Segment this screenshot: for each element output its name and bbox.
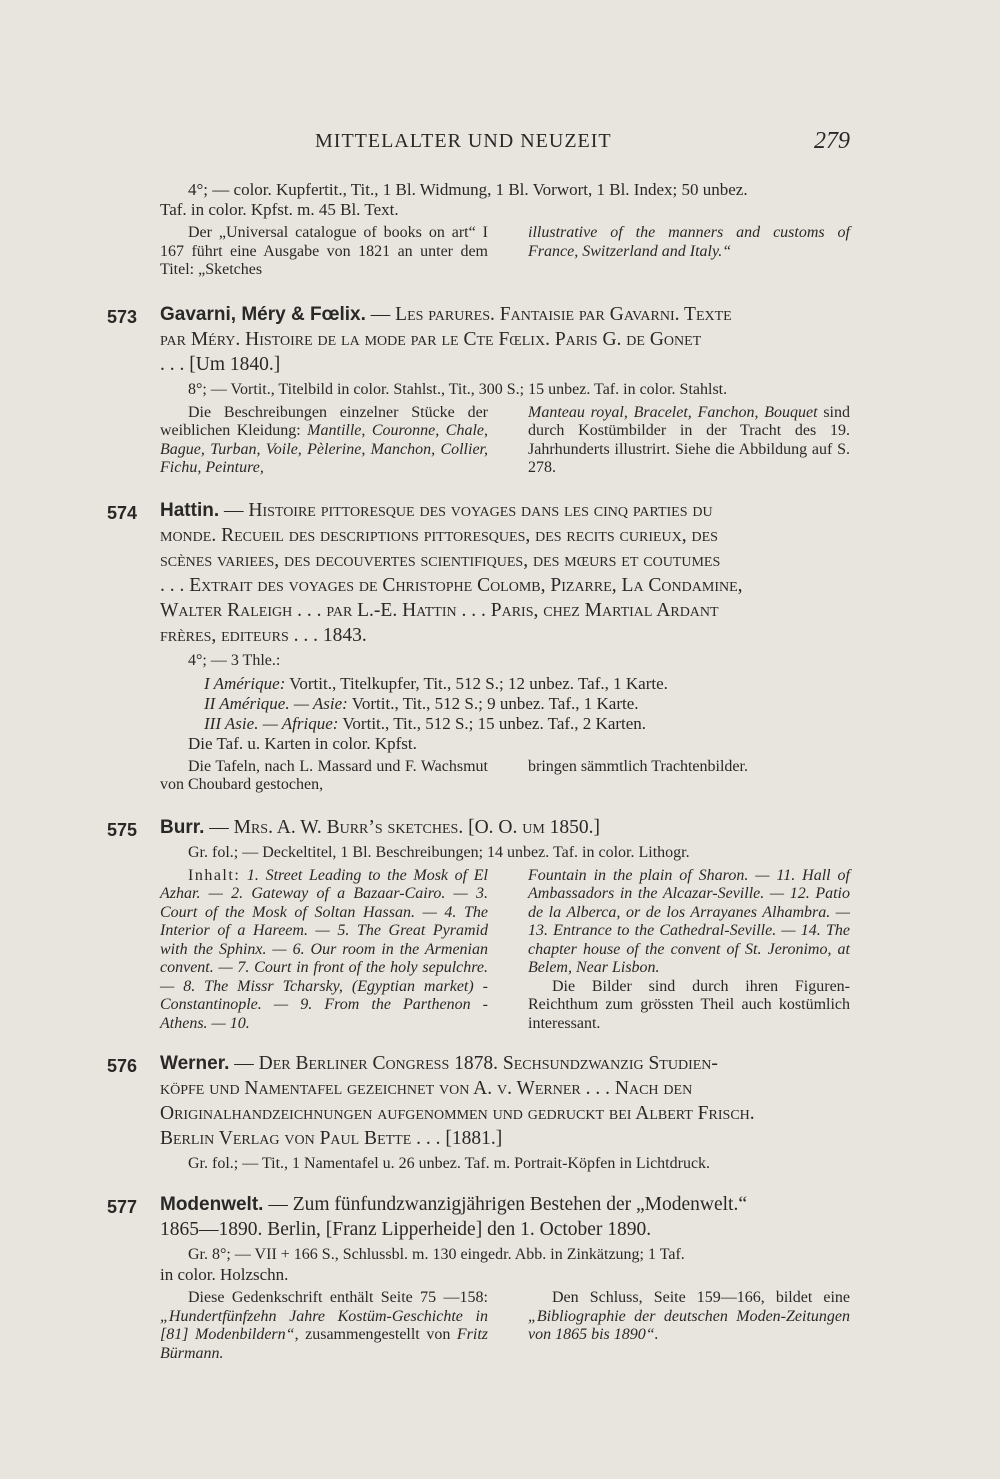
- note-left: Die Tafeln, nach L. Massard und F. Wachsmut von Choubard gestochen,: [160, 757, 488, 793]
- entry-author: Hattin.: [160, 499, 220, 521]
- entry-number: 576: [107, 1056, 138, 1076]
- volume-text: Vortit., Tit., 512 S.; 9 unbez. Taf., 1 Karte.: [347, 693, 639, 713]
- note-italic: „Hundertfünfzehn Jahre Kostüm-Geschichte in [81] Modenbildern“: [160, 1307, 488, 1343]
- volume-label: II Amérique. — Asie:: [204, 693, 348, 713]
- entry-title-line: Walter Raleigh . . . par L.-E. Hattin . . . Paris, chez Martial Ardant: [160, 599, 719, 621]
- note-left: [160, 867, 488, 1034]
- note-right: bringen sämmtlich Trachtenbilder.: [528, 757, 748, 775]
- entry-author: Burr.: [160, 816, 205, 838]
- entry-number: 574: [107, 502, 138, 523]
- entry-title-line: . . . Extrait des voyages de Christophe Colomb, Pizarre, La Condamine,: [160, 574, 743, 596]
- page-header: [160, 128, 850, 158]
- entry-author: Werner.: [160, 1053, 230, 1074]
- entry-title-line: frères, editeurs . . . 1843.: [160, 624, 367, 646]
- entry-description: Gr. fol.; — Tit., 1 Namentafel u. 26 unbez. Taf. m. Portrait-Köpfen in Lichtdruck.: [188, 1155, 711, 1172]
- entry-heading: [107, 815, 850, 840]
- entry-575: [107, 815, 850, 1034]
- page-number: 279: [814, 128, 850, 154]
- note-columns: [160, 224, 850, 280]
- description-line: Taf. in color. Kpfst. m. 45 Bl. Text.: [160, 200, 399, 219]
- note-text: Diese Gedenkschrift enthält Seite 75 —158:: [188, 1289, 488, 1306]
- volume-label: I Amérique:: [204, 673, 286, 693]
- entry-title-line: köpfe und Namentafel gezeichnet von A. v. Werner . . . Nach den: [160, 1078, 693, 1099]
- entry-title-line: par Méry. Histoire de la mode par le Cte Fœlix. Paris G. de Gonet: [160, 328, 702, 350]
- note-left: [160, 404, 488, 478]
- running-head: MITTELALTER UND NEUZEIT: [315, 130, 612, 152]
- volume-text: Vortit., Titelkupfer, Tit., 512 S.; 12 unbez. Taf., 1 Karte.: [285, 673, 668, 693]
- volume-text: Vortit., Tit., 512 S.; 15 unbez. Taf., 2 Karten.: [338, 713, 647, 733]
- entry-title-line: scènes variees, des decouvertes scientifiques, des mœurs et coutumes: [160, 549, 721, 571]
- entry-title-line: . . . [Um 1840.]: [160, 353, 281, 375]
- entry-number: 575: [107, 819, 138, 840]
- entry-description: 8°; — Vortit., Titelbild in color. Stahlst., Tit., 300 S.; 15 unbez. Taf. in color. Stahlst.: [188, 380, 728, 398]
- note-columns: [160, 758, 850, 795]
- entry-title-line: 1865—1890. Berlin, [Franz Lipperheide] den 1. October 1890.: [160, 1219, 652, 1240]
- entry-description: in color. Holzschn.: [160, 1265, 289, 1284]
- entry-573: [107, 302, 850, 478]
- description-line: 4°; — color. Kupfertit., Tit., 1 Bl. Widmung, 1 Bl. Vorwort, 1 Bl. Index; 50 unbez.: [188, 180, 748, 199]
- note-right: [528, 404, 850, 478]
- note-left: [160, 1289, 488, 1363]
- note-italic: Fountain in the plain of Sharon. — 11. Hall of Ambassadors in the Alcazar-Seville. — 12. Patio de la Alberca, or de los Arrayanes Alhambra. — 13. Entrance to the Cathedral-Seville. — 14. The chapter house of the convent of St. Jeronimo, at Belem, Near Lisbon.: [528, 866, 850, 976]
- entry-title-line: Berlin Verlag von Paul Bette . . . [1881.]: [160, 1128, 503, 1149]
- entry-577: [107, 1192, 850, 1363]
- note-italic: Mantille, Couronne, Chale, Bague, Turban, Voile, Pèlerine, Manchon, Collier, Fichu, Peinture,: [160, 422, 488, 476]
- entry-heading: [107, 302, 850, 327]
- entry-title-line: Originalhandzeichnungen aufgenommen und gedruckt bei Albert Frisch.: [160, 1103, 755, 1124]
- volume-line: [160, 694, 850, 714]
- entry-574: [107, 498, 850, 795]
- note-right: [528, 1289, 850, 1363]
- note-right: [528, 867, 850, 1034]
- entry-author: Gavarni, Méry & Fœlix.: [160, 303, 366, 325]
- entry-572-continuation: [160, 180, 850, 280]
- entry-number: 577: [107, 1197, 138, 1217]
- entry-heading: [107, 1051, 850, 1076]
- entry-description: 4°; — 3 Thle.:: [188, 651, 281, 669]
- note-text: sind durch Kostümbilder in der Tracht des 19. Jahrhunderts illustrirt. Siehe die Abbildung auf S. 278.: [528, 403, 850, 476]
- entry-author: Modenwelt.: [160, 1194, 264, 1215]
- note-left: Der „Universal catalogue of books on art“ I 167 führt eine Ausgabe von 1821 an unter dem Titel: „Sketches: [160, 224, 488, 278]
- note-italic: Manteau royal, Bracelet, Fanchon, Bouquet: [528, 403, 818, 421]
- note-italic: „Bibliographie der deutschen Moden-Zeitungen von 1865 bis 1890“.: [528, 1307, 850, 1343]
- note-italic: Fritz Bürmann.: [160, 1326, 488, 1362]
- entry-title-line: monde. Recueil des descriptions pittoresques, des recits curieux, des: [160, 524, 718, 546]
- entry-title-line: — Zum fünfundzwanzigjährigen Bestehen der „Modenwelt.“: [268, 1194, 748, 1215]
- note-italic: 1. Street Leading to the Mosk of El Azhar. — 2. Gateway of a Bazaar-Cairo. — 3. Court of the Mosk of Soltan Hassan. — 4. The Interior of a Hareem. — 5. The Great Pyramid with the Sphinx. — 6. Our room in the Armenian convent. — 7. Court in front of the holy sepulchre. — 8. The Missr Tcharsky, (Egyptian market) - Constantinople. — 9. From the Parthenon - Athens. — 10.: [160, 866, 488, 1032]
- entry-heading: [107, 1192, 850, 1217]
- volume-line: [160, 674, 850, 694]
- note-columns: [160, 404, 850, 478]
- entry-description: Gr. 8°; — VII + 166 S., Schlussbl. m. 130 eingedr. Abb. in Zinkätzung; 1 Taf.: [188, 1246, 685, 1263]
- volume-label: III Asie. — Afrique:: [204, 713, 339, 733]
- entry-number: 573: [107, 306, 138, 327]
- entry-title-line: — Les parures. Fantaisie par Gavarni. Texte: [370, 303, 732, 325]
- note-columns: [160, 1289, 850, 1363]
- note-text: Die Bilder sind durch ihren Figuren-Reichthum zum grössten Theil auch kostümlich interessant.: [528, 977, 850, 1032]
- note-text: Den Schluss, Seite 159—166, bildet eine: [552, 1289, 850, 1306]
- volume-line: [160, 714, 850, 734]
- note-right: illustrative of the manners and customs of France, Switzerland and Italy.“: [528, 224, 850, 260]
- entry-title-line: — Histoire pittoresque des voyages dans les cinq parties du: [223, 499, 713, 521]
- note-columns: [160, 867, 850, 1034]
- inhalt-label: Inhalt:: [188, 866, 241, 884]
- entry-description: Gr. fol.; — Deckeltitel, 1 Bl. Beschreibungen; 14 unbez. Taf. in color. Lithogr.: [188, 843, 690, 861]
- note-text: Die Beschreibungen einzelner Stücke der weiblichen Kleidung:: [160, 403, 488, 439]
- entry-title-line: — Der Berliner Congress 1878. Sechsundzwanzig Studien-: [234, 1053, 718, 1074]
- note-text: , zusammengestellt von: [294, 1326, 457, 1343]
- entry-title-line: — Mrs. A. W. Burr’s sketches. [O. O. um 1850.]: [209, 816, 601, 838]
- page-content: [107, 180, 850, 1363]
- entry-description: Die Taf. u. Karten in color. Kpfst.: [188, 733, 417, 753]
- volume-list: [160, 674, 850, 734]
- entry-heading: [107, 498, 850, 523]
- entry-576: [107, 1051, 850, 1174]
